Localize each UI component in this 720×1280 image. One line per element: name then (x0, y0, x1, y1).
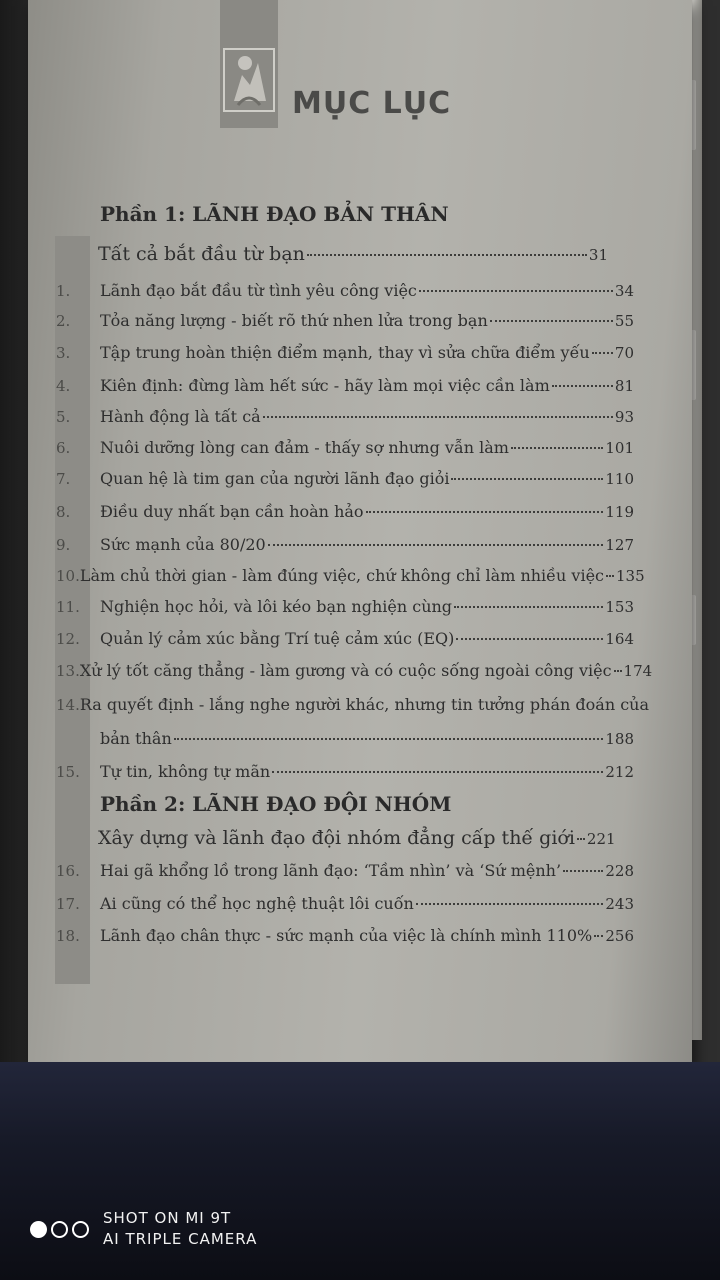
chapter-number: 17. (56, 895, 80, 913)
chapter-title: Quan hệ là tim gan của người lãnh đạo giỏi (100, 469, 450, 488)
toc-entry (56, 762, 634, 781)
chapter-emblem-icon (220, 45, 278, 115)
toc-entry-continuation (56, 729, 634, 748)
toc-entry (56, 438, 634, 457)
toc-entry (56, 343, 634, 362)
leader-dots (451, 478, 603, 480)
toc-entry (56, 469, 634, 488)
page-number: 256 (605, 927, 634, 945)
toc-entry (56, 894, 634, 913)
toc-entry (56, 535, 634, 554)
chapter-number: 18. (56, 927, 80, 945)
chapter-title: Hành động là tất cả (100, 407, 261, 426)
part-2-title: Phần 2: LÃNH ĐẠO ĐỘI NHÓM (100, 792, 452, 816)
toc-entry (56, 376, 634, 395)
page-number: 34 (614, 282, 634, 300)
chapter-number: 8. (56, 503, 71, 521)
leader-dots (563, 870, 603, 872)
chapter-title: Xử lý tốt căng thẳng - làm gương và có cuộc sống ngoài công việc (79, 661, 612, 680)
part-1-intro (98, 243, 608, 265)
page-number: 81 (614, 377, 634, 395)
chapter-title: Làm chủ thời gian - làm đúng việc, chứ không chỉ làm nhiều việc (79, 566, 604, 585)
chapter-title: Hai gã khổng lồ trong lãnh đạo: ‘Tầm nhìn’ và ‘Sứ mệnh’ (100, 861, 562, 880)
toc-entry (56, 407, 634, 426)
chapter-number: 15. (56, 763, 80, 781)
chapter-number: 1. (56, 282, 71, 300)
chapter-title: Kiên định: đừng làm hết sức - hãy làm mọi việc cần làm (100, 376, 550, 395)
chapter-number: 14. (56, 696, 80, 714)
chapter-number: 12. (56, 630, 80, 648)
chapter-title: Điều duy nhất bạn cần hoàn hảo (100, 502, 364, 521)
chapter-number: 16. (56, 862, 80, 880)
leader-dots (272, 771, 603, 773)
chapter-number: 6. (56, 439, 71, 457)
leader-dots (614, 670, 622, 672)
page-number: 55 (614, 312, 634, 330)
leader-dots (594, 935, 603, 937)
leader-dots (577, 838, 585, 840)
chapter-number: 2. (56, 312, 71, 330)
page-number: 188 (605, 730, 634, 748)
leader-dots (592, 352, 613, 354)
toc-entry (56, 629, 634, 648)
page-number: 174 (623, 662, 653, 680)
page-number: 119 (605, 503, 634, 521)
toc-entry (56, 926, 634, 945)
toc-entry (56, 597, 634, 616)
watermark-line-1: SHOT ON MI 9T (103, 1209, 232, 1227)
leader-dots (268, 544, 604, 546)
toc-entry (56, 695, 650, 714)
chapter-title: Quản lý cảm xúc bằng Trí tuệ cảm xúc (EQ) (100, 629, 455, 648)
page-number: 228 (605, 862, 634, 880)
chapter-title: Nuôi dưỡng lòng can đảm - thấy sợ nhưng vẫn làm (100, 438, 509, 457)
leader-dots (606, 575, 614, 577)
page-number: 101 (605, 439, 634, 457)
page-number: 221 (586, 830, 616, 848)
leader-dots (174, 738, 604, 740)
part-2-intro (98, 827, 616, 849)
leader-dots (454, 606, 603, 608)
page-number: 164 (605, 630, 634, 648)
page-number: 135 (616, 567, 645, 585)
page-number: 243 (605, 895, 634, 913)
leader-dots (419, 290, 613, 292)
chapter-number: 5. (56, 408, 71, 426)
chapter-title: Ai cũng có thể học nghệ thuật lôi cuốn (100, 894, 414, 913)
page-number: 153 (605, 598, 634, 616)
chapter-title: Tự tin, không tự mãn (100, 762, 271, 781)
toc-entry (56, 661, 653, 680)
page-number: 212 (605, 763, 634, 781)
chapter-number: 4. (56, 377, 71, 395)
leader-dots (490, 320, 613, 322)
chapter-title: Tỏa năng lượng - biết rõ thứ nhen lửa trong bạn (100, 311, 488, 330)
chapter-title-continuation: bản thân (100, 729, 172, 748)
chapter-number: 10. (56, 567, 80, 585)
camera-lens-icon (30, 1221, 89, 1238)
toc-entry (56, 861, 634, 880)
part-1-title: Phần 1: LÃNH ĐẠO BẢN THÂN (100, 202, 449, 226)
chapter-title: Nghiện học hỏi, và lôi kéo bạn nghiện cùng (100, 597, 453, 616)
chapter-number: 7. (56, 470, 71, 488)
chapter-number: 13. (56, 662, 80, 680)
leader-dots (552, 385, 613, 387)
page-number: 127 (605, 536, 634, 554)
toc-entry (56, 311, 634, 330)
chapter-title: Ra quyết định - lắng nghe người khác, nhưng tin tưởng phán đoán của (79, 695, 650, 714)
toc-entry (56, 502, 634, 521)
page-title: MỤC LỤC (292, 86, 452, 121)
intro-text: Tất cả bắt đầu từ bạn (98, 243, 305, 265)
leader-dots (456, 638, 603, 640)
chapter-number: 11. (56, 598, 80, 616)
leader-dots (263, 416, 613, 418)
chapter-title: Tập trung hoàn thiện điểm mạnh, thay vì sửa chữa điểm yếu (100, 343, 590, 362)
intro-text: Xây dựng và lãnh đạo đội nhóm đẳng cấp thế giới (98, 827, 575, 849)
chapter-title: Sức mạnh của 80/20 (100, 535, 266, 554)
page-number: 70 (614, 344, 634, 362)
chapter-number: 9. (56, 536, 71, 554)
leader-dots (307, 254, 587, 256)
page-number: 93 (614, 408, 634, 426)
toc-entry (56, 566, 645, 585)
leader-dots (511, 447, 603, 449)
leader-dots (416, 903, 604, 905)
chapter-number: 3. (56, 344, 71, 362)
chapter-title: Lãnh đạo chân thực - sức mạnh của việc là chính mình 110% (100, 926, 593, 945)
watermark-line-2: AI TRIPLE CAMERA (103, 1230, 258, 1248)
chapter-title: Lãnh đạo bắt đầu từ tình yêu công việc (100, 281, 417, 300)
toc-entry (56, 281, 634, 300)
leader-dots (366, 511, 604, 513)
page-number: 110 (605, 470, 634, 488)
camera-watermark (30, 1208, 257, 1250)
page-number: 31 (588, 246, 608, 264)
